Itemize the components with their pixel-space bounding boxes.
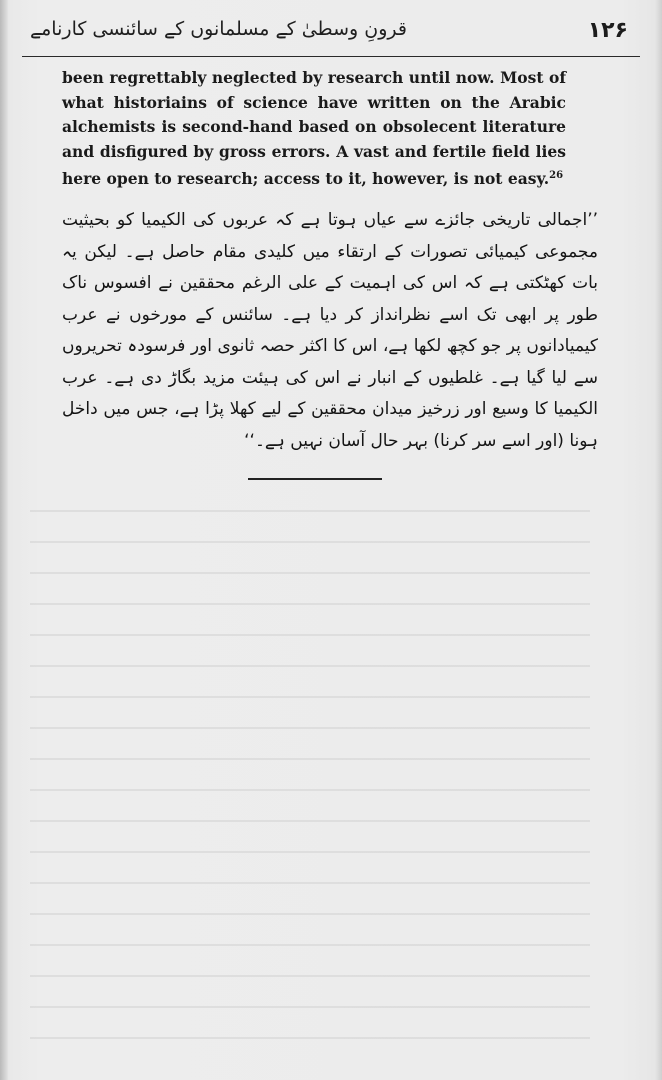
english-quote-text: been regrettably neglected by research until now. Most of what historiains of science have written on the Arabic alchemists is second-hand based on obsolecent literature and disfigured by gross errors. A vast and fertile field lies here open to research; access to it, however, is not easy. [62,68,566,189]
running-title: قرونِ وسطیٰ کے مسلمانوں کے سائنسی کارنامے [30,18,407,40]
binding-gutter-shadow [0,0,8,1080]
section-divider-rule [248,478,382,480]
page-header [22,10,640,57]
reverse-side-bleed-through [30,490,590,1050]
english-quote-paragraph [62,66,566,192]
page-number: ۱۲۶ [587,18,628,43]
urdu-translation-paragraph: ’’اجمالی تاریخی جائزے سے عیاں ہوتا ہے کہ عربوں کی الکیمیا کو بحیثیت مجموعی کیمیائی تصورات کے ارتقاء میں کلیدی مقام حاصل ہے۔ لیکن یہ بات کھٹکتی ہے کہ اس کی اہمیت کے علی الرغم محققین نے افسوس ناک طور پر ابھی تک اسے نظرانداز کر دیا ہے۔ سائنس کے مورخوں نے عرب کیمیادانوں پر جو کچھ لکھا ہے، اس کا اکثر حصہ ثانوی اور فرسودہ تحریروں سے لیا گیا ہے۔ غلطیوں کے انبار نے اس کی ہیئت مزید بگاڑ دی ہے۔ عرب الکیمیا کا وسیع اور زرخیز میدان محققین کے لیے کھلا پڑا ہے، جس میں داخل ہونا (اور اسے سر کرنا) بہر حال آسان نہیں ہے۔‘‘ [62,210,598,451]
footnote-reference: 26 [549,170,564,181]
